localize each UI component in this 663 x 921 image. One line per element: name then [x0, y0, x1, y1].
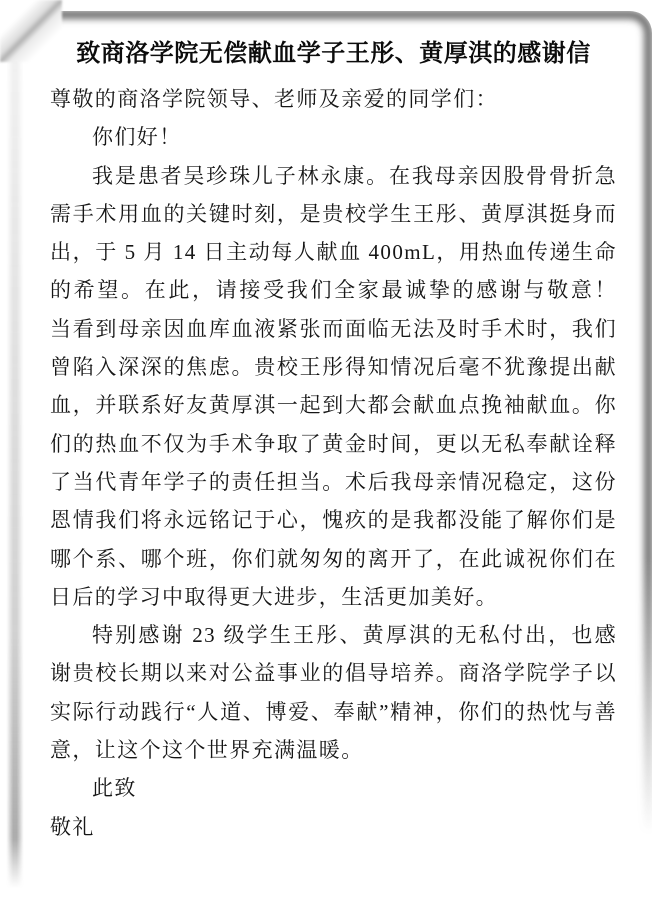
letter-title: 致商洛学院无偿献血学子王彤、黄厚淇的感谢信: [76, 41, 591, 67]
letter-body: [50, 118, 640, 769]
page-left-curl-shadow: [6, 52, 24, 888]
letter-salute: 敬礼: [50, 814, 95, 839]
letter-paragraph: 特别感谢 23 级学生王彤、黄厚淇的无私付出，也感谢贵校长期以来对公益事业的倡导培养。商洛学院学子以实际行动践行“人道、博爱、奉献”精神，你们的热忱与善意，让这个这个世界充满温暖。: [50, 623, 617, 763]
letter-closing: 此致: [92, 776, 137, 801]
letter-salutation: 尊敬的商洛学院领导、老师及亲爱的同学们：: [50, 87, 498, 111]
letter-paragraph: 我是患者吴珍珠儿子林永康。在我母亲因股骨骨折急需手术用血的关键时刻，是贵校学生王彤、黄厚淇挺身而出，于 5 月 14 日主动每人献血 400mL，用热血传递生命的希望。在此，请接受我们全家最诚挚的感谢与敬意！ 当看到母亲因血库血液紧张而面临无法及时手术时，我们曾陷入深深的焦虑。贵校王彤得知情况后毫不犹豫提出献血，并联系好友黄厚淇一起到大都会献血点挽袖献血。你们的热血不仅为手术争取了黄金时间，更以无私奉献诠释了当代青年学子的责任担当。术后我母亲情况稳定，这份恩情我们将永远铭记于心，愧疚的是我都没能了解你们是哪个系、哪个班，你们就匆匆的离开了，在此诚祝你们在日后的学习中取得更大进步，生活更加美好。: [50, 163, 640, 609]
letter-paragraph: 你们好！: [92, 125, 182, 150]
letter-content: [50, 36, 640, 846]
